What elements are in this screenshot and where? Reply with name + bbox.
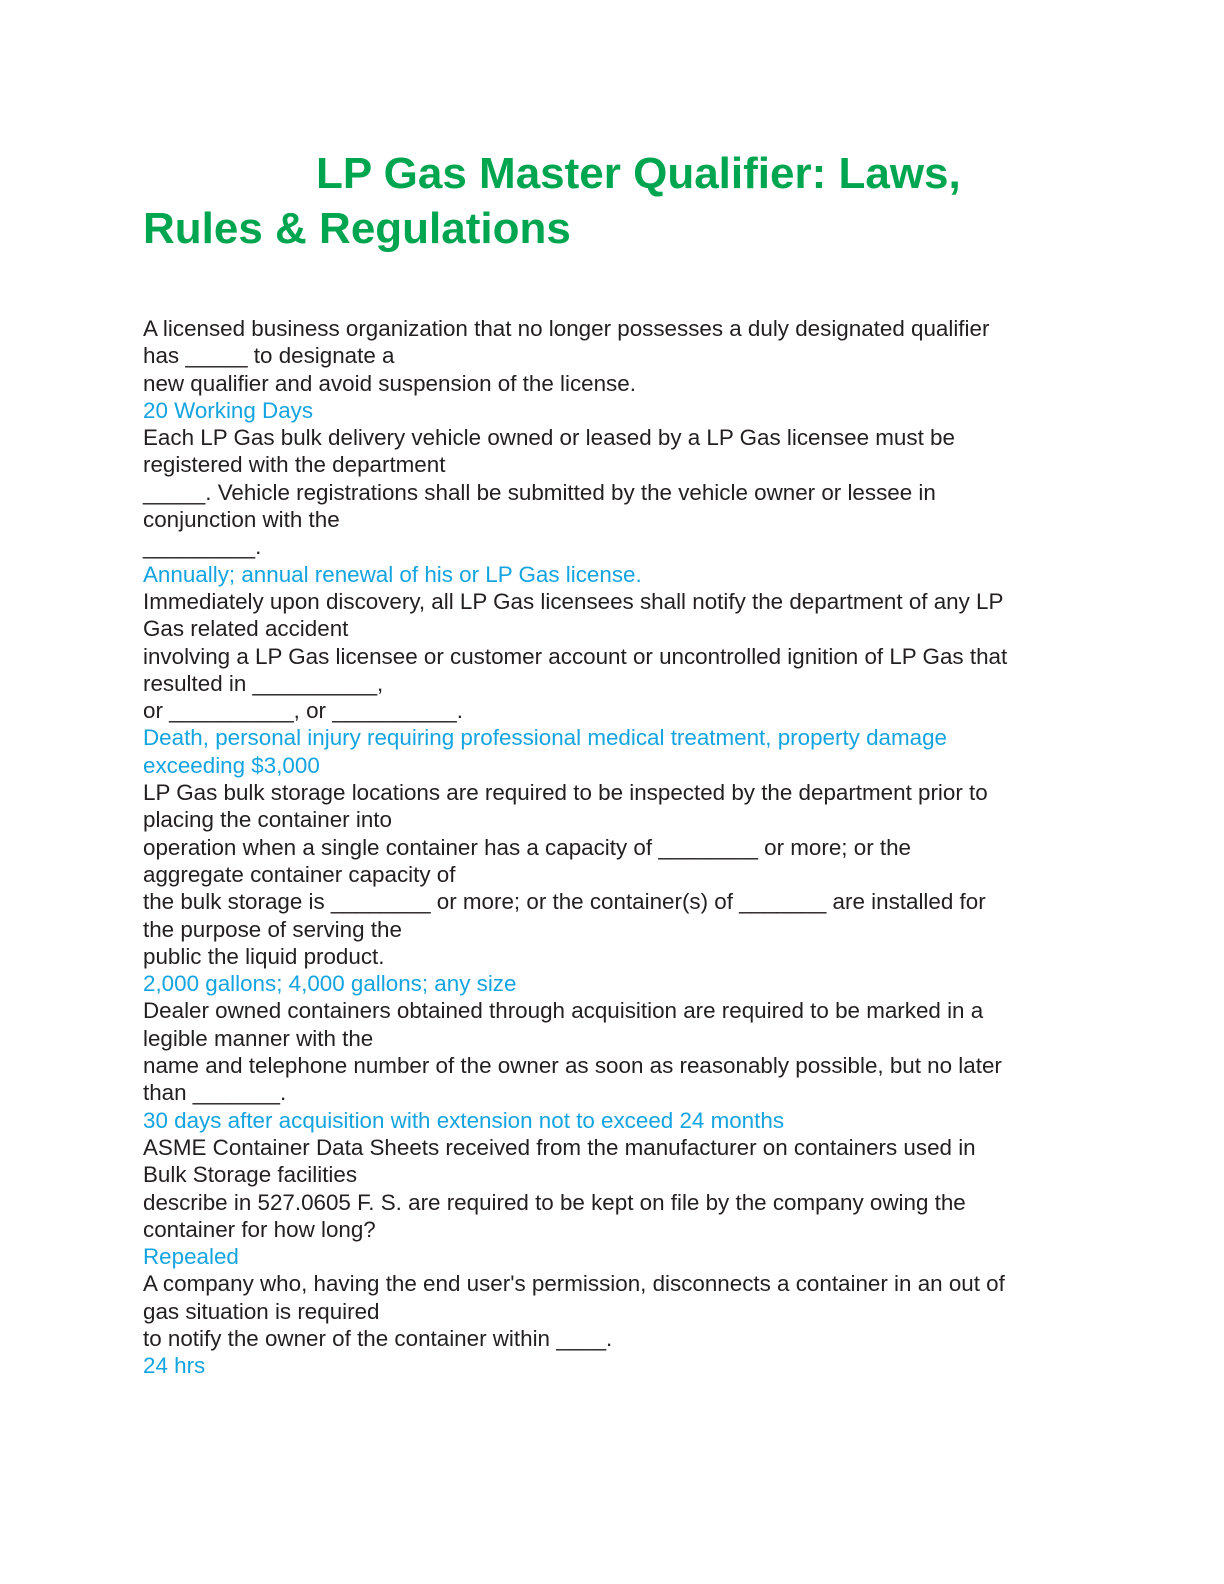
question-line: public the liquid product. bbox=[143, 943, 385, 969]
question-line: the purpose of serving the bbox=[143, 916, 402, 942]
question-line: than _______. bbox=[143, 1080, 287, 1106]
question-text bbox=[143, 779, 1083, 970]
answer-text bbox=[143, 1352, 1083, 1379]
question-text bbox=[143, 1270, 1083, 1352]
question-line: gas situation is required bbox=[143, 1298, 380, 1324]
question-text bbox=[143, 424, 1083, 560]
question-text bbox=[143, 315, 1083, 397]
document-page bbox=[143, 146, 1083, 1380]
question-line: _____. Vehicle registrations shall be submitted by the vehicle owner or lessee in bbox=[143, 479, 936, 505]
question-line: conjunction with the bbox=[143, 507, 340, 533]
question-line: resulted in __________, bbox=[143, 670, 384, 696]
question-line: or __________, or __________. bbox=[143, 698, 463, 724]
question-line: legible manner with the bbox=[143, 1025, 374, 1051]
answer-line: Death, personal injury requiring professional medical treatment, property damage bbox=[143, 725, 947, 751]
question-line: LP Gas bulk storage locations are required to be inspected by the department prior to bbox=[143, 780, 988, 806]
answer-line: 20 Working Days bbox=[143, 397, 314, 423]
answer-text bbox=[143, 397, 1083, 424]
question-line: container for how long? bbox=[143, 1216, 376, 1242]
answer-text bbox=[143, 1243, 1083, 1270]
question-line: _________. bbox=[143, 534, 262, 560]
question-line: Each LP Gas bulk delivery vehicle owned or leased by a LP Gas licensee must be bbox=[143, 425, 955, 451]
answer-line: Annually; annual renewal of his or LP Gas license. bbox=[143, 561, 642, 587]
question-line: new qualifier and avoid suspension of the license. bbox=[143, 370, 636, 396]
qa-list bbox=[143, 315, 1083, 1380]
answer-text bbox=[143, 970, 1083, 997]
question-line: placing the container into bbox=[143, 807, 392, 833]
answer-line: Repealed bbox=[143, 1244, 239, 1270]
answer-line: 24 hrs bbox=[143, 1353, 206, 1379]
question-line: to notify the owner of the container within ____. bbox=[143, 1325, 613, 1351]
question-line: Gas related accident bbox=[143, 616, 349, 642]
question-line: involving a LP Gas licensee or customer account or uncontrolled ignition of LP Gas that bbox=[143, 643, 1008, 669]
answer-text bbox=[143, 724, 1083, 779]
document-title bbox=[143, 146, 1083, 256]
title-line: Rules & Regulations bbox=[143, 204, 571, 253]
title-line: LP Gas Master Qualifier: Laws, bbox=[316, 149, 961, 198]
question-line: A company who, having the end user's permission, disconnects a container in an out of bbox=[143, 1271, 1005, 1297]
question-line: aggregate container capacity of bbox=[143, 861, 456, 887]
answer-text bbox=[143, 561, 1083, 588]
question-line: A licensed business organization that no longer possesses a duly designated qualifier bbox=[143, 316, 990, 341]
question-line: describe in 527.0605 F. S. are required to be kept on file by the company owing the bbox=[143, 1189, 966, 1215]
question-line: Bulk Storage facilities bbox=[143, 1162, 358, 1188]
question-line: Immediately upon discovery, all LP Gas licensees shall notify the department of any LP bbox=[143, 588, 1004, 614]
answer-line: exceeding $3,000 bbox=[143, 752, 320, 778]
answer-line: 2,000 gallons; 4,000 gallons; any size bbox=[143, 971, 517, 997]
question-line: has _____ to designate a bbox=[143, 343, 395, 369]
question-line: operation when a single container has a capacity of ________ or more; or the bbox=[143, 834, 911, 860]
question-line: registered with the department bbox=[143, 452, 446, 478]
answer-line: 30 days after acquisition with extension not to exceed 24 months bbox=[143, 1107, 785, 1133]
question-line: name and telephone number of the owner as soon as reasonably possible, but no later bbox=[143, 1053, 1002, 1079]
question-text bbox=[143, 997, 1083, 1106]
question-line: Dealer owned containers obtained through acquisition are required to be marked in a bbox=[143, 998, 984, 1024]
question-line: the bulk storage is ________ or more; or the container(s) of _______ are installed for bbox=[143, 889, 986, 915]
answer-text bbox=[143, 1107, 1083, 1134]
question-line: ASME Container Data Sheets received from the manufacturer on containers used in bbox=[143, 1134, 976, 1160]
question-text bbox=[143, 588, 1083, 724]
question-text bbox=[143, 1134, 1083, 1243]
